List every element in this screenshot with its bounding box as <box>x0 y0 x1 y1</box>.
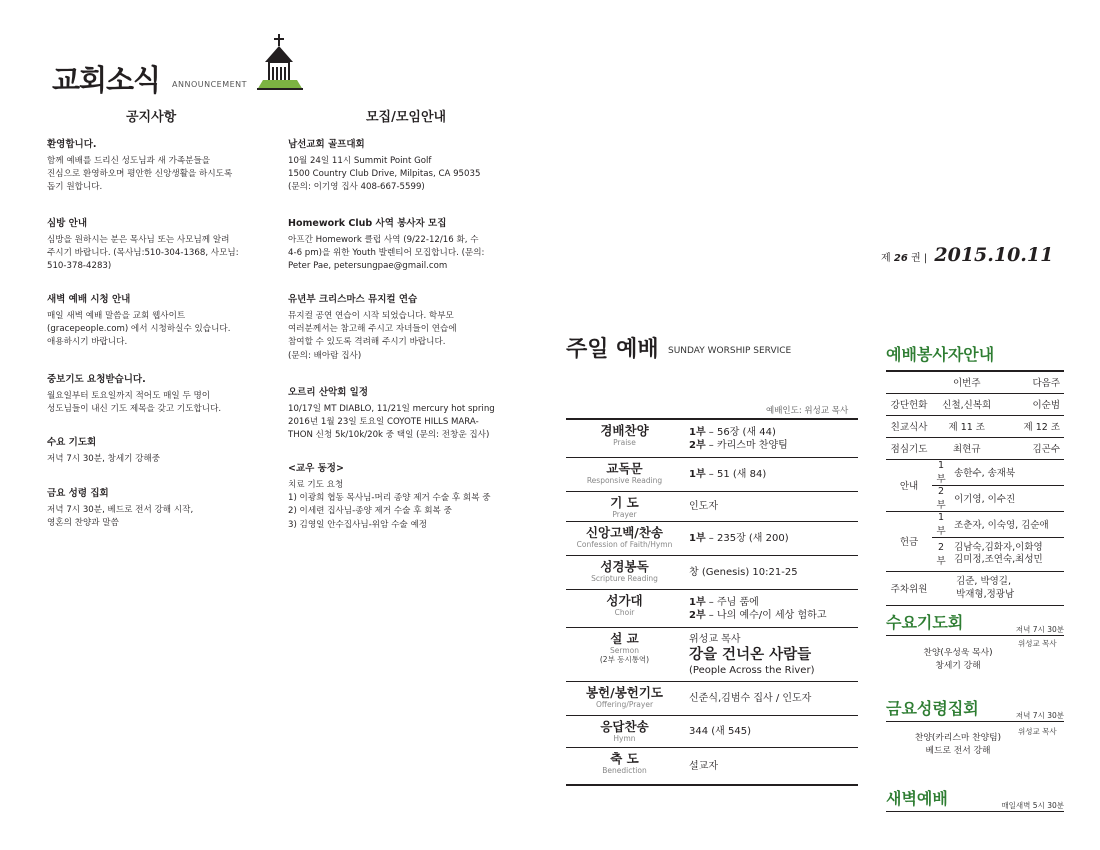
order-detail-line <box>689 468 858 481</box>
col-this-week: 이번주 <box>932 371 1001 393</box>
announcement-item <box>47 374 261 416</box>
announcement-line: 저녁 7시 30분, 베드로 전서 강해 시작, <box>47 505 194 515</box>
order-detail <box>683 716 858 747</box>
wednesday-body <box>898 647 1018 673</box>
recruitment-title: 오르리 산악회 일정 <box>288 387 369 398</box>
service-part-label: 2부 <box>689 439 706 451</box>
servant-role: 친교식사 <box>886 415 932 437</box>
order-detail-text: 창 (Genesis) 10:21-25 <box>689 567 798 578</box>
announcement-body <box>47 310 261 350</box>
friday-section-header <box>886 696 1064 722</box>
bulletin-title: 교회소식 <box>52 63 161 97</box>
announcement-item <box>47 437 261 466</box>
servant-this-week: 제 11 조 <box>932 415 1001 437</box>
friday-body <box>898 732 1018 758</box>
worship-order-row <box>566 590 858 628</box>
order-item <box>566 420 683 457</box>
recruitment-line: 여러분께서는 참고해 주시고 자녀들이 연습에 <box>288 324 457 335</box>
order-item-english: Praise <box>613 438 636 447</box>
order-item-name: 신앙고백/찬송 <box>585 525 664 540</box>
order-detail-text: – 51 (새 84) <box>705 469 767 480</box>
order-item-name: 응답찬송 <box>600 719 649 734</box>
usher-names-2: 이기영, 이수진 <box>950 485 1064 511</box>
wednesday-line-1: 찬양(우성욱 목사) <box>923 648 993 658</box>
announcement-line: 매일 새벽 예배 말씀을 교회 웹사이트 <box>47 311 186 321</box>
worship-leader: 예배인도: 위성교 목사 <box>766 406 849 416</box>
offering-names-2 <box>950 537 1064 571</box>
recruitment-title: 남선교회 골프대회 <box>288 139 365 150</box>
recruitment-body <box>288 403 520 443</box>
recruitment-line: 3) 김영일 안수집사님-위암 수술 예정 <box>288 519 428 530</box>
announcement-line: 주시기 바랍니다. (목사님:510-304-1368, 사모님: <box>47 248 239 259</box>
order-detail-line <box>689 439 858 452</box>
order-detail-text: – 56장 (새 44) <box>705 426 776 438</box>
recruitment-item <box>288 294 520 363</box>
announcement-line: 성도님들이 내신 기도 제목을 갖고 기도합니다. <box>47 404 222 415</box>
parking-role: 주차위원 <box>886 571 932 605</box>
recruitment-line: 2) 이세련 집사님-종양 제거 수술 후 회복 중 <box>288 506 452 517</box>
servant-next-week: 제 12 조 <box>1001 415 1064 437</box>
offering-role: 헌금 <box>886 511 932 571</box>
parking-names <box>932 571 1064 605</box>
usher-service-2: 2부 <box>932 485 950 511</box>
servant-this-week: 최현규 <box>932 437 1001 459</box>
announcement-line: 심방을 원하시는 분은 목사님 또는 사모님께 알려 <box>47 235 230 245</box>
announcement-line: 월요일부터 토요일까지 적어도 매일 두 명이 <box>47 391 211 401</box>
sermon-title: 강을 건너온 사람들 <box>689 646 812 663</box>
recruitment-body <box>288 234 520 274</box>
order-detail-line <box>689 532 858 545</box>
order-detail-text: – 카리스마 찬양팀 <box>705 439 788 451</box>
order-item-english: Hymn <box>613 734 636 743</box>
recruitment-line: Peter Pae, petersungpae@gmail.com <box>288 261 448 272</box>
recruitment-item <box>288 463 520 532</box>
announcement-body <box>47 155 261 195</box>
order-detail-text: 344 (새 545) <box>689 726 751 737</box>
offering-names-1: 조춘자, 이숙영, 김순애 <box>950 511 1064 537</box>
parking-names-1: 김준, 박영길, <box>956 576 1012 587</box>
offering-row-1 <box>886 511 1064 537</box>
order-detail-text: 신준식,김범수 집사 / 인도자 <box>689 693 812 704</box>
worship-order-row <box>566 628 858 682</box>
order-detail-line <box>689 725 858 738</box>
issue-date: 2015.10.11 <box>934 244 1054 266</box>
order-item <box>566 716 683 747</box>
order-item-english: Responsive Reading <box>586 476 663 485</box>
worship-order-row <box>566 716 858 748</box>
announcement-line: 돕기 원합니다. <box>47 182 103 193</box>
order-detail <box>683 682 858 715</box>
sermon-title-english: (People Across the River) <box>689 664 815 676</box>
service-part-label: 1부 <box>689 469 706 480</box>
order-detail <box>683 492 858 521</box>
announcement-body <box>47 504 261 530</box>
recruitment-line: 아프간 Homework 클럽 사역 (9/22-12/16 화, 수 <box>288 235 479 245</box>
recruitment-title: 유년부 크리스마스 뮤지컬 연습 <box>288 294 418 305</box>
order-detail <box>683 420 858 457</box>
worship-order-row <box>566 556 858 590</box>
recruitment-line: 1500 Country Club Drive, Milpitas, CA 95035 <box>288 169 481 180</box>
worship-title: 주일 예배 <box>566 337 659 362</box>
announcement-item <box>47 488 261 530</box>
worship-order-row <box>566 522 858 556</box>
usher-row-1 <box>886 459 1064 485</box>
issue-date-line <box>881 244 1053 266</box>
offering-names-2a: 김남숙,김화자,이화영 <box>954 542 1043 553</box>
order-detail-line <box>689 692 858 705</box>
announcement-title: 새벽 예배 시청 안내 <box>47 294 131 305</box>
announcement-title: 중보기도 요청받습니다. <box>47 374 146 385</box>
notices-heading: 공지사항 <box>126 110 177 125</box>
wednesday-section-header <box>886 610 1064 636</box>
recruitment-line: THON 신청 5k/10k/20k 중 택일 (문의: 전창운 집사) <box>288 430 490 441</box>
recruitment-line: 10/17일 MT DIABLO, 11/21일 mercury hot spring <box>288 404 495 414</box>
order-item <box>566 492 683 521</box>
recruitment-title: <교우 동정> <box>288 463 344 474</box>
recruitment-line: 치료 기도 요청 <box>288 480 344 490</box>
order-item-english: Sermon <box>610 646 639 655</box>
order-item <box>566 748 683 784</box>
order-detail-line <box>689 609 858 622</box>
servant-role: 점심기도 <box>886 437 932 459</box>
sermon-preacher: 위성교 목사 <box>689 633 741 645</box>
announcement-item <box>47 294 261 350</box>
parking-row <box>886 571 1064 605</box>
order-detail-line <box>689 426 858 439</box>
order-detail <box>683 748 858 784</box>
recruitment-item <box>288 139 520 195</box>
recruitment-title: Homework Club 사역 봉사자 모집 <box>288 218 447 229</box>
worship-order-row <box>566 682 858 716</box>
announcement-title: 심방 안내 <box>47 218 88 229</box>
order-item <box>566 522 683 555</box>
order-detail <box>683 590 858 627</box>
order-item <box>566 556 683 589</box>
friday-line-2: 베드로 전서 강해 <box>925 746 991 756</box>
recruitment-item <box>288 387 520 443</box>
friday-time: 저녁 7시 30분 <box>1015 711 1064 720</box>
dawn-time: 매일새벽 5시 30분 <box>1001 801 1064 810</box>
servants-row <box>886 437 1064 459</box>
friday-title: 금요성령집회 <box>886 699 979 718</box>
service-part-label: 1부 <box>689 596 706 608</box>
issue-number: 26 <box>893 253 908 264</box>
order-item-name: 성가대 <box>606 593 643 608</box>
order-item <box>566 458 683 491</box>
offering-service-1: 1부 <box>932 511 950 537</box>
announcement-line: 영혼의 찬양과 말씀 <box>47 518 119 529</box>
order-detail-text: 인도자 <box>689 501 718 512</box>
order-item-english: Confession of Faith/Hymn <box>576 540 673 549</box>
order-detail-line <box>689 566 858 579</box>
order-item-name: 축 도 <box>610 751 639 766</box>
friday-preacher: 위성교 목사 <box>1018 727 1057 736</box>
recruitment-line: 참여할 수 있도록 격려해 주시기 바랍니다. <box>288 337 446 348</box>
announcement-body <box>47 234 261 274</box>
announcement-line: (gracepeople.com) 에서 시청하실수 있습니다. <box>47 324 231 335</box>
worship-order-row <box>566 420 858 458</box>
order-item <box>566 682 683 715</box>
order-item <box>566 590 683 627</box>
dawn-section-header <box>886 786 1064 812</box>
order-item-name: 교독문 <box>606 461 643 476</box>
worship-order-table <box>566 418 858 786</box>
worship-order-row <box>566 492 858 522</box>
recruitment-heading: 모집/모임안내 <box>366 110 447 125</box>
servants-row <box>886 415 1064 437</box>
wednesday-preacher: 위성교 목사 <box>1018 639 1057 648</box>
bulletin-subtitle: ANNOUNCEMENT <box>172 80 248 89</box>
recruitment-line: 뮤지컬 공연 연습이 시작 되었습니다. 학부모 <box>288 311 454 321</box>
order-detail <box>683 628 858 681</box>
worship-order-row <box>566 748 858 784</box>
recruitment-item <box>288 218 520 274</box>
announcement-item <box>47 218 261 274</box>
servants-title: 예배봉사자안내 <box>886 345 995 364</box>
parking-names-2: 박재형,정광남 <box>956 589 1015 600</box>
announcement-line: 저녁 7시 30분, 창세기 강해중 <box>47 454 161 464</box>
dawn-title: 새벽예배 <box>886 789 948 808</box>
service-part-label: 2부 <box>689 609 706 621</box>
wednesday-title: 수요기도회 <box>886 613 964 632</box>
wednesday-time: 저녁 7시 30분 <box>1015 625 1064 634</box>
order-item-english: Prayer <box>612 510 637 519</box>
recruitment-line: 4-6 pm)을 위한 Youth 발렌티어 모집합니다. (문의: <box>288 248 485 259</box>
order-detail-line <box>689 760 858 773</box>
announcement-title: 수요 기도회 <box>47 437 97 448</box>
order-item-note: (2부 동시통역) <box>599 655 650 664</box>
announcement-title: 환영합니다. <box>47 139 97 150</box>
announcement-body <box>47 453 261 466</box>
order-detail-text: – 235장 (새 200) <box>705 533 789 544</box>
offering-service-2: 2부 <box>932 537 950 571</box>
order-detail <box>683 458 858 491</box>
church-icon <box>257 34 303 90</box>
recruitment-body <box>288 479 520 532</box>
order-item-name: 경배찬양 <box>600 423 649 438</box>
announcement-line: 애용하시기 바랍니다. <box>47 337 128 348</box>
servant-role: 강단헌화 <box>886 393 932 415</box>
recruitment-line: 1) 이광희 협동 목사님-머리 종양 제거 수술 후 회복 중 <box>288 493 491 504</box>
order-item-name: 성경봉독 <box>600 559 649 574</box>
order-detail-line <box>689 500 858 513</box>
order-item-english: Benediction <box>602 766 647 775</box>
announcement-title: 금요 성령 집회 <box>47 488 109 499</box>
recruitment-line: (문의: 배아람 집사) <box>288 350 362 361</box>
servants-table <box>886 370 1064 606</box>
wednesday-line-2: 창세기 강해 <box>935 661 981 671</box>
announcement-line: 함께 예배를 드리신 성도님과 새 가족분들을 <box>47 156 211 166</box>
recruitment-line: 10월 24일 11시 Summit Point Golf <box>288 156 432 166</box>
announcement-body <box>47 390 261 416</box>
issue-suffix: 권 | <box>910 253 928 264</box>
recruitment-body <box>288 155 520 195</box>
order-item <box>566 628 683 681</box>
order-item-name: 설 교 <box>610 631 639 646</box>
servant-next-week: 이순범 <box>1001 393 1064 415</box>
announcement-item <box>47 139 261 195</box>
usher-service-1: 1부 <box>932 459 950 485</box>
col-next-week: 다음주 <box>1001 371 1064 393</box>
order-item-english: Offering/Prayer <box>595 700 654 709</box>
servant-this-week: 신철,신복희 <box>932 393 1001 415</box>
order-detail-text: – 나의 예수/이 세상 험하고 <box>705 609 827 621</box>
order-detail-line <box>689 596 858 609</box>
usher-role: 안내 <box>886 459 932 511</box>
servants-row <box>886 393 1064 415</box>
servants-header-row <box>886 371 1064 393</box>
order-detail <box>683 522 858 555</box>
order-item-name: 기 도 <box>610 495 639 510</box>
recruitment-line: (문의: 이기영 집사 408-667-5599) <box>288 182 425 193</box>
order-detail <box>683 556 858 589</box>
worship-subtitle: SUNDAY WORSHIP SERVICE <box>668 346 792 356</box>
friday-line-1: 찬양(카리스마 찬양팀) <box>914 733 1002 743</box>
service-part-label: 1부 <box>689 426 706 438</box>
order-item-english: Scripture Reading <box>591 574 658 583</box>
servant-next-week: 김곤수 <box>1001 437 1064 459</box>
issue-prefix: 제 <box>881 253 891 264</box>
order-detail-text: 설교자 <box>689 760 718 772</box>
service-part-label: 1부 <box>689 533 706 544</box>
recruitment-body <box>288 310 520 363</box>
worship-order-row <box>566 458 858 492</box>
usher-names-1: 송한수, 송재북 <box>950 459 1064 485</box>
offering-names-2b: 김미정,조연숙,최성민 <box>954 554 1043 565</box>
recruitment-line: 2016년 1월 23일 토요일 COYOTE HILLS MARA- <box>288 417 479 428</box>
order-detail-text: – 주님 품에 <box>705 596 759 608</box>
announcement-line: 510-378-4283) <box>47 261 112 272</box>
announcement-line: 진심으로 환영하오며 평안한 신앙생활을 하시도록 <box>47 169 233 180</box>
order-item-name: 봉헌/봉헌기도 <box>585 685 664 700</box>
order-item-english: Choir <box>614 608 635 617</box>
